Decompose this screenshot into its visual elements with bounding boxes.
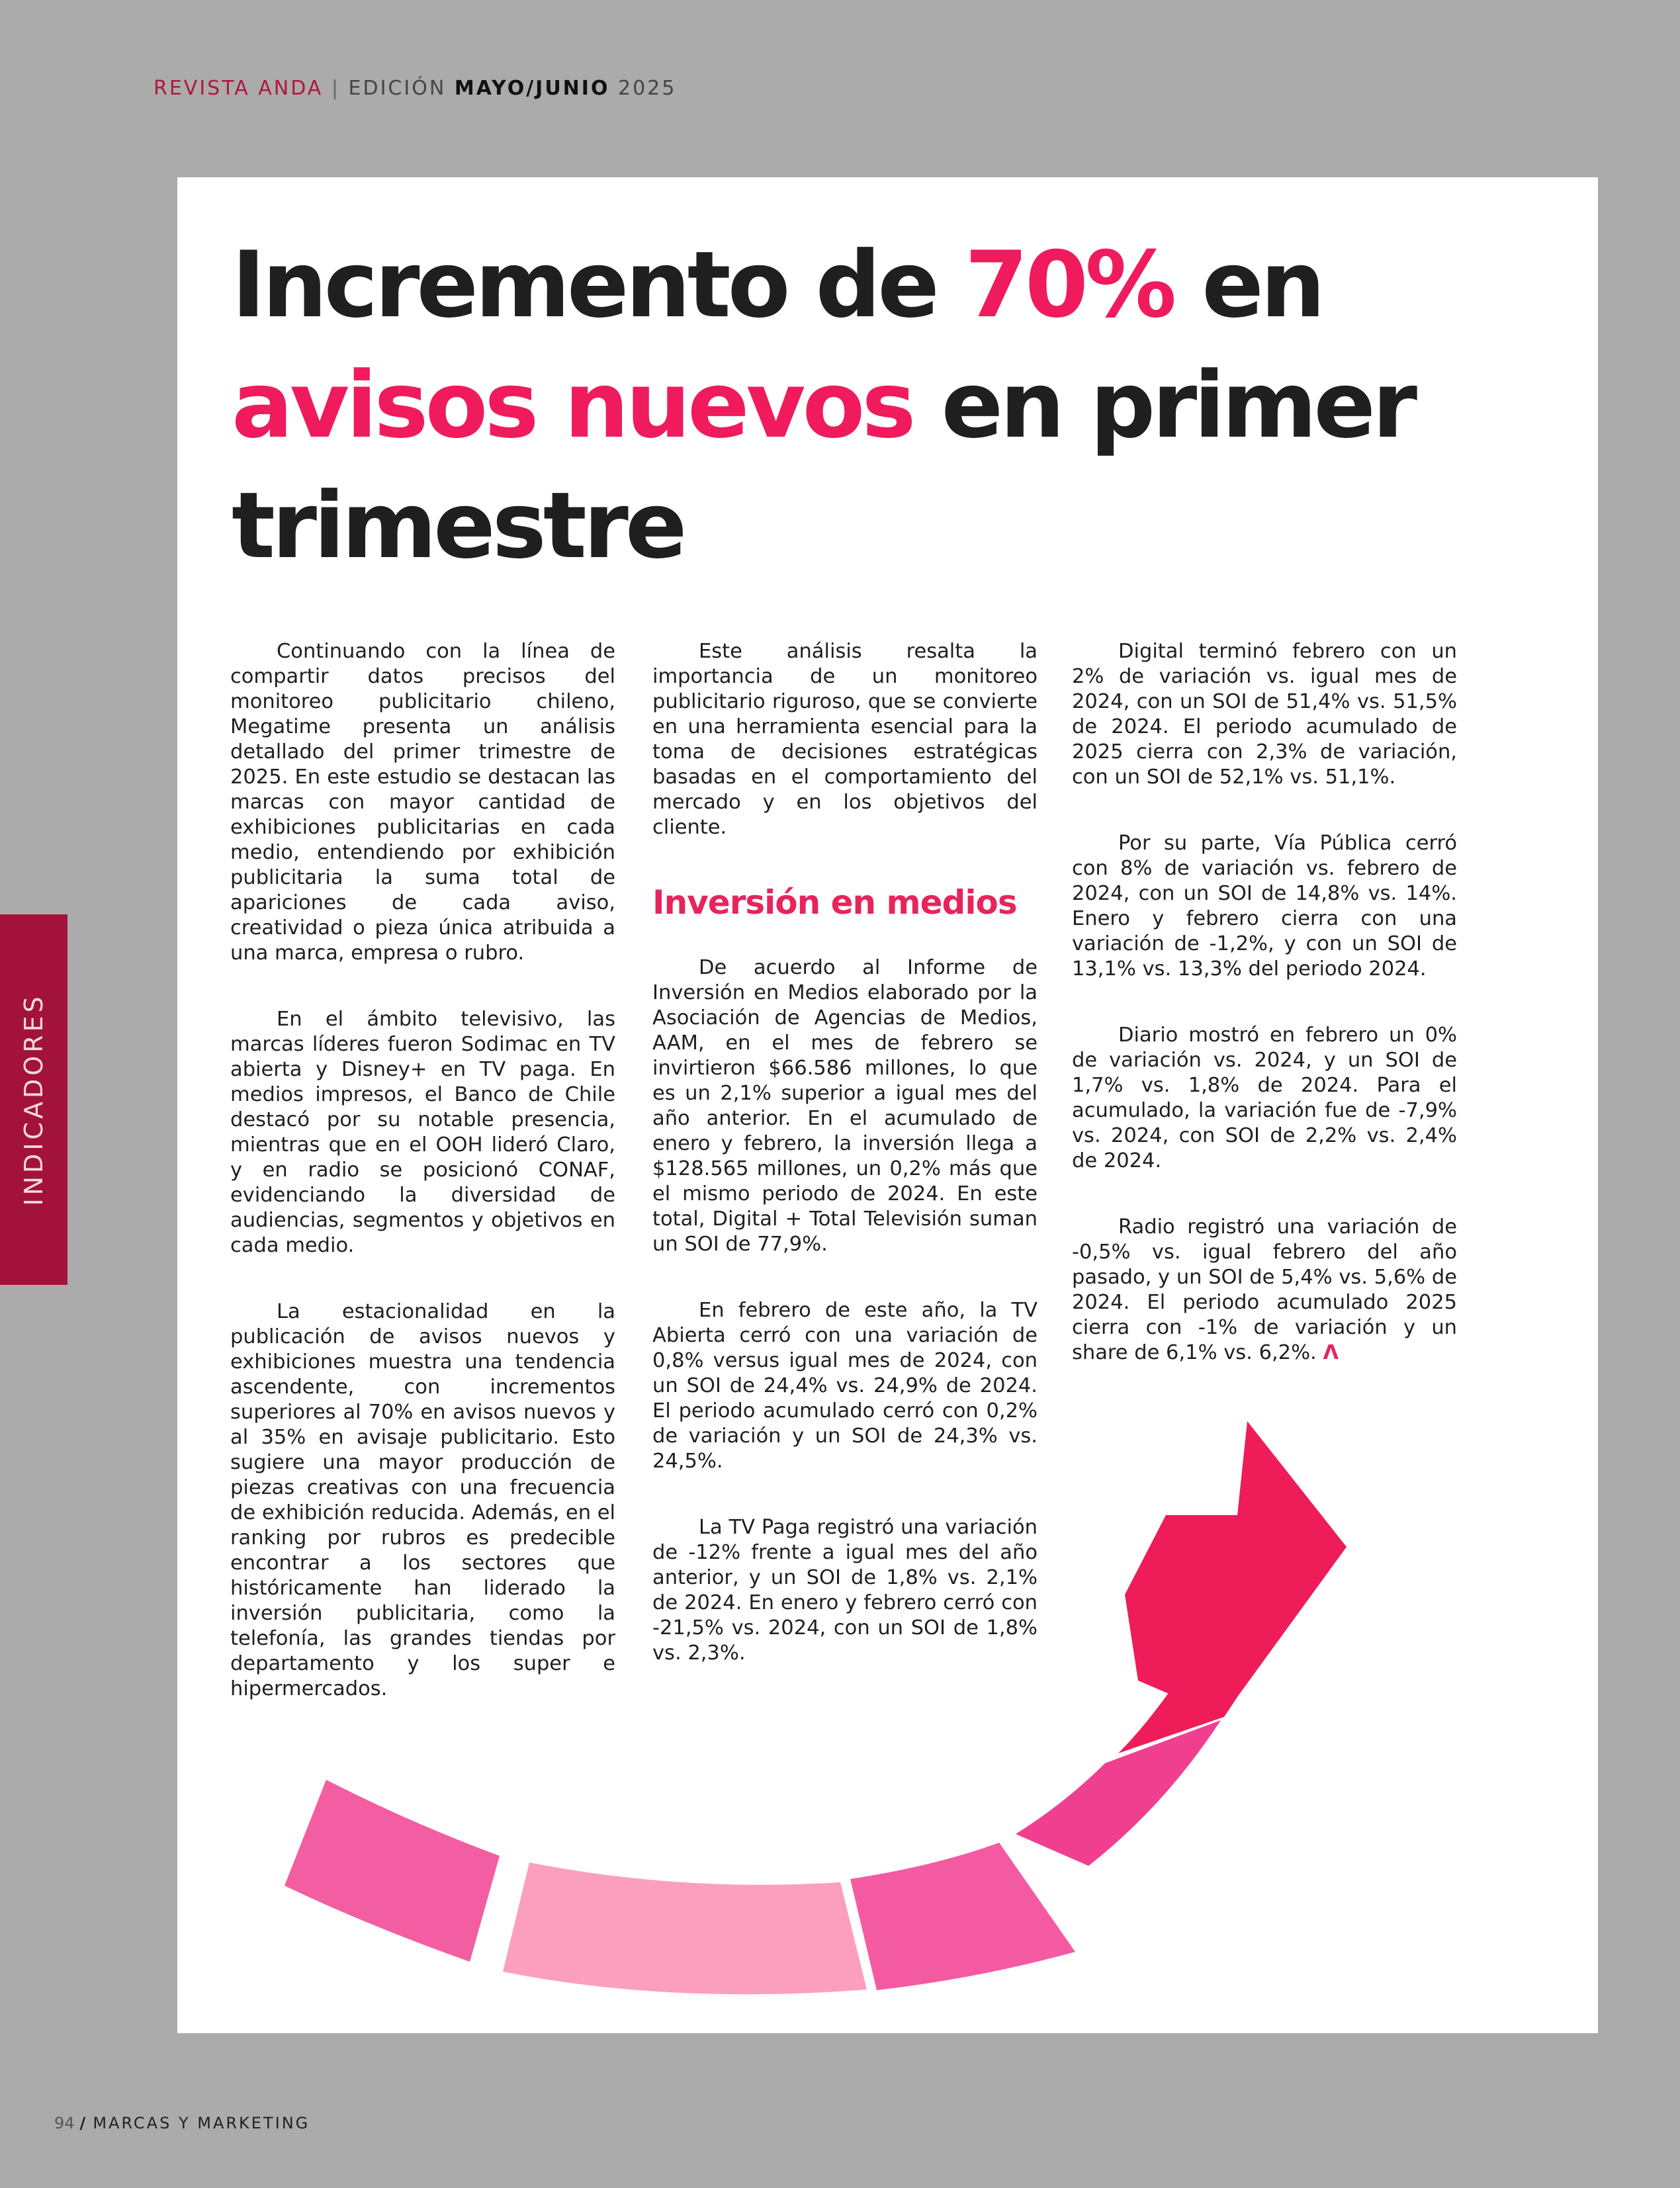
edition-months: MAYO/JUNIO (454, 77, 610, 100)
title-part-3: en primer trimestre (232, 352, 1415, 579)
paragraph-aam-report: De acuerdo al Informe de Inversión en Medios elaborado por la Asociación de Agencias de Medios, AAM, en el mes de febrero se invirtieron $66.586 millones, lo que es un 2,1% superior a igual mes del año anterior. En el acumulado de enero y febrero, la inversión llega a $128.565 millones, un 0,2% más que el mismo periodo de 2024. En este total, Digital + Total Televisión suman un SOI de 77,9%. (652, 956, 1038, 1256)
paragraph-diario: Diario mostró en febrero un 0% de variación vs. 2024, y un SOI de 1,7% vs. 1,8% de 2024. Para el acumulado, la variación fue de -7,9% vs. 2024, con SOI de 2,2% vs. 2,4% de 2024. (1072, 1024, 1457, 1172)
arrow-segment-1 (285, 1780, 500, 1962)
paragraph-digital: Digital terminó febrero con un 2% de variación vs. igual mes de 2024, con un SOI de 51,4% vs. 51,5% de 2024. El periodo acumulado de 2025 cierra con 2,3% de variación, con un SOI de 52,1% vs. 51,1%. (1072, 640, 1457, 789)
paragraph-seasonality: La estacionalidad en la publicación de avisos nuevos y exhibiciones muestra una tendencia ascendente, con incrementos superiores al 70% en avisos nuevos y al 35% en avisaje publicitario. Esto sugiere una mayor producción de piezas creativas con una frecuencia de exhibición reducida. Además, en el ranking por rubros es predecible encontrar a los sectores que históricamente han liderado la inversión publicitaria, como la telefonía, las grandes tiendas por departamento y los super e hipermercados. (230, 1300, 615, 1700)
arrow-segment-2 (503, 1862, 867, 1994)
edition-year: 2025 (618, 77, 677, 100)
paragraph-intro: Continuando con la línea de compartir datos precisos del monitoreo publicitario chileno, Megatime presenta un análisis detallado del primer trimestre de 2025. En este estudio se destacan las marcas con mayor cantidad de exhibiciones publicitarias en cada medio, entendiendo por exhibición publicitaria la suma total de apariciones de cada aviso, creatividad o pieza única atribuida a una marca, empresa o rubro. (230, 640, 615, 965)
article-column-2 (652, 639, 1038, 1707)
edition-label: EDICIÓN (348, 77, 447, 100)
subheading-inversion: Inversión en medios (652, 883, 1017, 922)
radio-text: Radio registró una variación de -0,5% vs. igual febrero del año pasado, y un SOI de 5,4% vs. 5,6% de 2024. El periodo acumulado 2025 cierra con -1% de variación y un share de 6,1% vs. 6,2%. (1072, 1215, 1457, 1364)
title-part-2: en (1173, 232, 1323, 338)
title-part-1: Incremento de (232, 232, 965, 338)
article-column-3 (1072, 639, 1457, 1407)
arrow-segment-3 (850, 1843, 1075, 1990)
page-footer (54, 2114, 310, 2132)
article-column-1 (230, 639, 615, 1743)
end-mark-icon: Λ (1323, 1341, 1339, 1364)
paragraph-tv-paga: La TV Paga registró una variación de -12% frente a igual mes del año anterior, y un SOI de 1,8% vs. 2,1% de 2024. En enero y febrero cerró con -21,5% vs. 2024, con un SOI de 1,8% vs. 2,3%. (652, 1516, 1038, 1665)
footer-slash: / (79, 2114, 88, 2132)
footer-section: MARCAS Y MARKETING (93, 2114, 310, 2132)
title-highlight-percent: 70% (964, 232, 1174, 338)
paragraph-via-publica: Por su parte, Vía Pública cerró con 8% de variación vs. febrero de 2024, con un SOI de 14,8% vs. 14%. Enero y febrero cierra con una variación de -1,2%, y con un SOI de 13,1% vs. 13,3% del periodo 2024. (1072, 832, 1457, 981)
page-number: 94 (54, 2114, 75, 2132)
paragraph-radio (1072, 1215, 1457, 1366)
title-highlight-avisos: avisos nuevos (232, 352, 913, 459)
arrow-head (1125, 1421, 1347, 1717)
header-separator: | (331, 77, 340, 100)
paragraph-television: En el ámbito televisivo, las marcas líderes fueron Sodimac en TV abierta y Disney+ en TV paga. En medios impresos, el Banco de Chile destacó por su notable presencia, mientras que en el OOH lideró Claro, y en radio se posicionó CONAF, evidenciando la diversidad de audiencias, segmentos y objetivos en cada medio. (230, 1008, 615, 1257)
arrow-segment-4 (1016, 1720, 1221, 1866)
section-tab-label: INDICADORES (19, 993, 48, 1206)
magazine-name: REVISTA ANDA (154, 77, 324, 100)
paragraph-analysis: Este análisis resalta la importancia de un monitoreo publicitario riguroso, que se convierte en una herramienta esencial para la toma de decisiones estratégicas basadas en el comportamiento del mercado y en los objetivos del cliente. (652, 640, 1038, 839)
paragraph-tv-abierta: En febrero de este año, la TV Abierta cerró con una variación de 0,8% versus igual mes de 2024, con un SOI de 24,4% vs. 24,9% de 2024. El periodo acumulado cerró con 0,2% de variación y un SOI de 24,3% vs. 24,5%. (652, 1299, 1038, 1473)
